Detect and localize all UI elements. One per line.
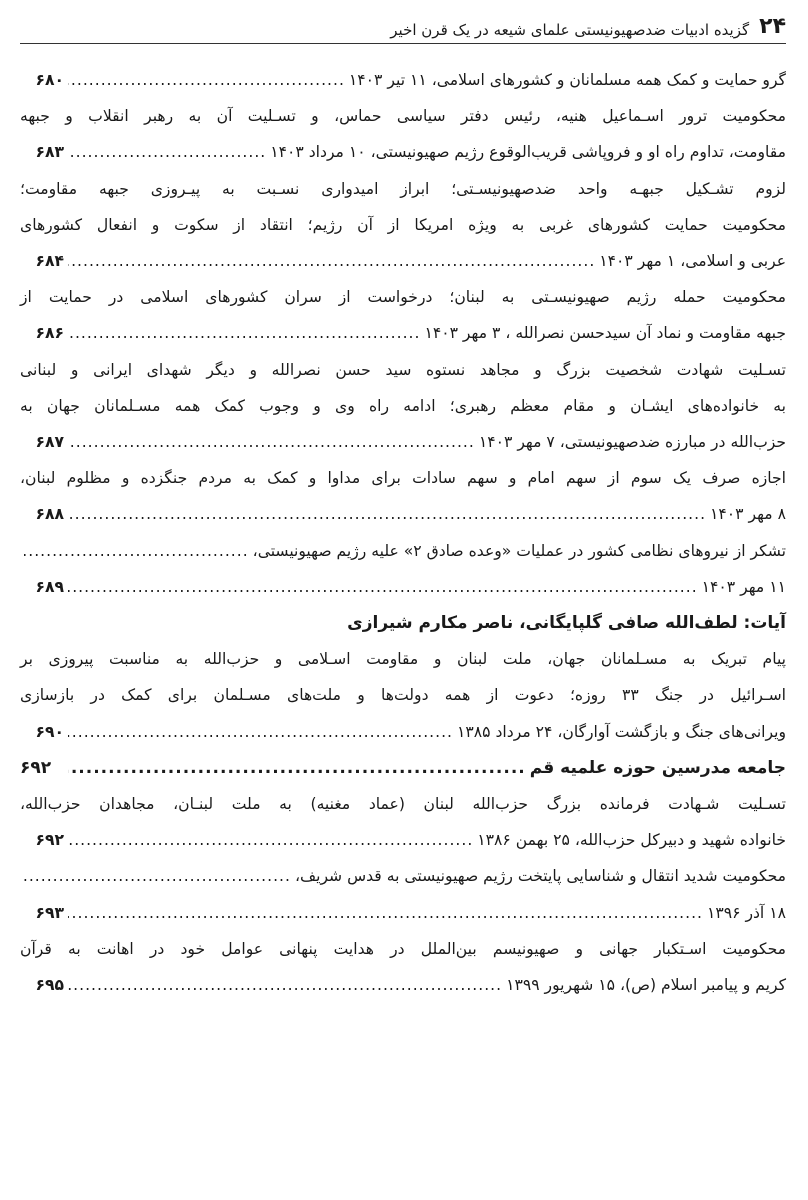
dot-leader [68,750,526,786]
entry-page-number: ۶۸۹ [35,577,64,596]
toc-entry[interactable]: محکومیت شدید انتقال و شناسایی پایتخت رژیم صهیونیستی به قدس شریف، ..... ۱۸ آذر ۱۳۹۶ ..... ۶۹۳ [20,858,786,930]
entry-page-number: ۶۸۷ [35,433,64,452]
dot-leader [68,967,502,1003]
entry-page-number: ۶۸۰ [35,71,64,89]
dot-leader [68,569,698,605]
toc-entry[interactable]: محکومیت حمله رژیم صهیونیسـتی به لبنان؛ درخواست از سران کشورهای اسلامی در حمایت از جبهه مقاومت و نماد آن سیدحسن نصرالله ، ۳ مهر ۱۴۰۳ ..... ۶۸۶ [20,279,786,351]
dot-leader [68,714,453,750]
section-heading[interactable]: جامعه مدرسین حوزه علمیه قم ..... ۶۹۲ [20,750,786,786]
entry-page-number: ۶۹۰ [35,722,64,741]
toc-entry[interactable]: محکومیت ترور اسـماعیل هنیه، رئیس دفتر سیاسی حماس، و تسـلیت آن به رهبر انقلاب و جبهه مقاومت، تداوم راه او و فروپاشی قریب‌الوقوع رژیم صهیونیستی، ۱۰ مرداد ۱۴۰۳ ..... ۶۸۳ [20,98,786,170]
entry-page-number: ۶۸۴ [35,252,64,271]
dot-leader [68,496,706,532]
dot-leader [24,533,249,569]
toc-entry[interactable]: محکومیت اسـتکبار جهانی و صهیونیسم بین‌الملل در هدایت پنهانی عوامل خود در اهانت به قرآن کریم و پیامبر اسلام (ص)، ۱۵ شهریور ۱۳۹۹ ..... ۶۹۵ [20,931,786,1003]
toc-entry[interactable]: گرو حمایت و کمک همه مسلمانان و کشورهای اسلامی، ۱۱ تیر ۱۴۰۳ ..... ۶۸۰ [20,62,786,98]
entry-page-number: ۶۸۸ [35,505,64,524]
toc-entry[interactable]: تشکر از نیروهای نظامی کشور در عملیات «وعده صادق ۲» علیه رژیم صهیونیستی، ..... ۱۱ مهر ۱۴۰۳ ..... ۶۸۹ [20,533,786,605]
entry-page-number: ۶۹۵ [35,976,64,995]
toc-entry[interactable]: تسـلیت شهادت شخصیت بزرگ و مجاهد نستوه سید حسن نصرالله و دیگر شهدای ایرانی و لبنانی به خانواده‌های ایشـان و مقام معظم رهبری؛ ادامه راه وی و وجوب کمک همه مسـلمانان جهان به حزب‌الله در مبارزه ضدصهیونیستی، ۷ مهر ۱۴۰۳ ..... ۶۸۷ [20,352,786,461]
dot-leader [68,424,475,460]
section-page-number: ۶۹۲ [20,757,52,778]
dot-leader [68,822,473,858]
dot-leader [68,62,345,98]
section-heading[interactable]: آیات: لطف‌الله صافی گلپایگانی، ناصر مکارم شیرازی [347,613,786,634]
toc-entry[interactable]: تسـلیت شـهادت فرمانده بزرگ حزب‌الله لبنان (عماد مغنیه) به ملت لبنـان، مجاهدان حزب‌الله، خانواده شهید و دبیرکل حزب‌الله، ۲۵ بهمن ۱۳۸۶ ..... ۶۹۲ [20,786,786,858]
dot-leader [68,243,595,279]
dot-leader [24,858,291,894]
header-title: گزیده ادبیات ضدصهیونیستی علمای شیعه در یک قرن اخیر [390,21,750,39]
dot-leader [68,134,266,170]
toc-entry[interactable]: پیام تبریک به مسـلمانان جهان، ملت لبنان و مقاومت اسـلامی و حزب‌الله به مناسبت پیروزی بر اسـرائیل در جنگ ۳۳ روزه؛ دعوت از همه دولت‌ها و ملت‌های مسـلمان برای کمک در بازسازی ویرانی‌های جنگ و بازگشت آوارگان، ۲۴ مرداد ۱۳۸۵ ..... ۶۹۰ [20,641,786,750]
dot-leader [68,895,703,931]
entry-page-number: ۶۸۶ [35,324,64,343]
entry-page-number: ۶۹۳ [35,903,64,922]
running-header [20,8,786,44]
dot-leader [68,315,420,351]
page-number: ۲۴ [759,14,786,39]
entry-page-number: ۶۸۳ [35,143,64,162]
toc-entry[interactable]: لزوم تشـکیل جبهـه واحد ضدصهیونیسـتی؛ ابراز امیدواری نسـبت به پیـروزی جبهه مقاومت؛ محکومیت حمایت کشورهای غربی به ویژه امریکا از آن رژیم؛ انتقاد از سکوت و انفعال کشورهای عربی و اسلامی، ۱ مهر ۱۴۰۳ ..... ۶۸۴ [20,171,786,280]
toc-entry[interactable]: اجازه صرف یک سوم از سهم امام و سهم سادات برای مداوا و کمک به مردم جنگزده و مظلوم لبنان، ۸ مهر ۱۴۰۳ ..... ۶۸۸ [20,460,786,532]
toc-content [20,62,786,1003]
entry-page-number: ۶۹۲ [35,831,64,850]
